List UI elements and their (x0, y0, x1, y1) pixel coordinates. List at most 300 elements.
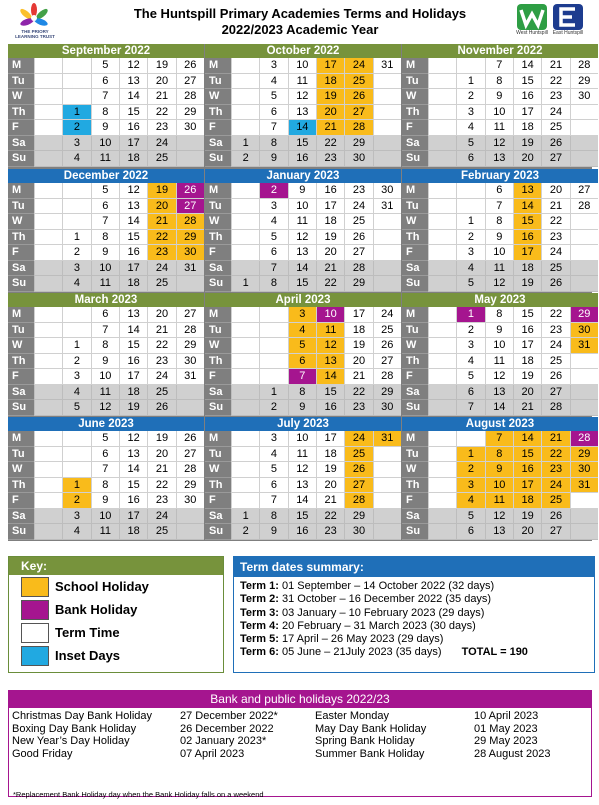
date-cell: 30 (176, 120, 204, 136)
date-cell: 26 (541, 509, 569, 525)
date-cell: 10 (316, 307, 344, 323)
date-cell: 8 (91, 338, 119, 354)
week-day-row (205, 509, 401, 525)
week-day-row (402, 214, 598, 230)
week-day-row (205, 74, 401, 90)
date-cell: 16 (119, 245, 147, 261)
date-cell: 1 (231, 136, 259, 152)
date-cell: 2 (456, 462, 484, 478)
week-day-row (205, 385, 401, 401)
date-cell: 26 (373, 338, 401, 354)
day-label: Sa (8, 385, 34, 401)
empty-cell (34, 307, 62, 323)
day-label: F (205, 369, 231, 385)
date-cell: 7 (288, 369, 316, 385)
week-day-row (402, 307, 598, 323)
holiday-name: Spring Bank Holiday (315, 735, 415, 748)
empty-cell (62, 214, 90, 230)
date-cell: 3 (456, 478, 484, 494)
term-label: Term 4: (240, 619, 279, 632)
bank-holidays-list (9, 708, 591, 799)
week-day-row (8, 307, 204, 323)
empty-cell (34, 462, 62, 478)
empty-cell (373, 478, 401, 494)
date-cell: 28 (570, 199, 598, 215)
date-cell: 27 (176, 447, 204, 463)
date-cell: 28 (541, 400, 569, 416)
empty-cell (34, 447, 62, 463)
week-day-row (402, 338, 598, 354)
holiday-date: 26 December 2022 (180, 722, 274, 735)
key-label: Term Time (55, 625, 120, 640)
date-cell: 13 (119, 447, 147, 463)
date-cell: 27 (570, 183, 598, 199)
month-title: April 2023 (205, 293, 401, 307)
empty-cell (570, 151, 598, 167)
date-cell: 26 (176, 183, 204, 199)
empty-cell (34, 385, 62, 401)
date-cell: 15 (513, 74, 541, 90)
empty-cell (373, 214, 401, 230)
empty-cell (62, 431, 90, 447)
date-cell: 13 (119, 74, 147, 90)
date-cell: 4 (456, 354, 484, 370)
date-cell: 18 (316, 74, 344, 90)
empty-cell (570, 400, 598, 416)
day-label: M (8, 431, 34, 447)
empty-cell (428, 524, 456, 540)
month-block (205, 44, 401, 168)
date-cell: 5 (456, 136, 484, 152)
date-cell: 8 (259, 509, 287, 525)
empty-cell (456, 431, 484, 447)
date-cell: 20 (513, 524, 541, 540)
week-day-row (205, 447, 401, 463)
empty-cell (62, 447, 90, 463)
date-cell: 8 (485, 447, 513, 463)
week-day-row (8, 400, 204, 416)
east-huntspill-logo (553, 4, 583, 32)
empty-cell (428, 509, 456, 525)
holiday-date: 10 April 2023 (474, 710, 539, 722)
date-cell: 16 (513, 462, 541, 478)
school-holiday-swatch (21, 577, 49, 597)
week-day-row (8, 151, 204, 167)
empty-cell (373, 524, 401, 540)
month-title: June 2023 (8, 417, 204, 431)
bank-holidays-title: Bank and public holidays 2022/23 (9, 691, 591, 708)
term-label: Term 6: (240, 646, 279, 659)
date-cell: 1 (62, 478, 90, 494)
week-day-row (402, 276, 598, 292)
week-day-row (8, 338, 204, 354)
month-title: July 2023 (205, 417, 401, 431)
date-cell: 29 (344, 136, 372, 152)
key-item-inset-days (9, 644, 223, 667)
empty-cell (570, 369, 598, 385)
day-label: M (8, 307, 34, 323)
bank-left-names (12, 710, 152, 760)
date-cell: 22 (541, 214, 569, 230)
title-line1: The Huntspill Primary Academies Terms and Holidays (133, 6, 467, 21)
date-cell: 4 (456, 120, 484, 136)
day-label: Su (205, 151, 231, 167)
date-cell: 2 (259, 400, 287, 416)
date-cell: 10 (288, 431, 316, 447)
term-row (234, 633, 594, 646)
date-cell: 18 (119, 524, 147, 540)
date-cell: 19 (147, 183, 175, 199)
date-cell: 14 (119, 214, 147, 230)
date-cell: 30 (570, 89, 598, 105)
date-cell: 29 (373, 385, 401, 401)
date-cell: 23 (147, 354, 175, 370)
week-day-row (402, 323, 598, 339)
date-cell: 28 (176, 323, 204, 339)
date-cell: 9 (288, 183, 316, 199)
empty-cell (231, 493, 259, 509)
week-day-row (8, 214, 204, 230)
empty-cell (231, 385, 259, 401)
week-day-row (205, 58, 401, 74)
date-cell: 28 (344, 120, 372, 136)
month-title: October 2022 (205, 44, 401, 58)
date-cell: 9 (259, 524, 287, 540)
date-cell: 30 (570, 462, 598, 478)
day-label: Su (205, 276, 231, 292)
day-label: Su (402, 151, 428, 167)
date-cell: 8 (485, 74, 513, 90)
empty-cell (231, 199, 259, 215)
date-cell: 20 (513, 385, 541, 401)
date-cell: 9 (91, 245, 119, 261)
date-cell: 25 (147, 276, 175, 292)
date-cell: 17 (119, 261, 147, 277)
date-cell: 15 (288, 276, 316, 292)
empty-cell (428, 354, 456, 370)
empty-cell (34, 136, 62, 152)
week-day-row (402, 136, 598, 152)
date-cell: 25 (147, 385, 175, 401)
date-cell: 18 (344, 323, 372, 339)
date-cell: 20 (316, 245, 344, 261)
date-cell: 14 (316, 369, 344, 385)
day-label: F (402, 245, 428, 261)
day-label: Su (402, 524, 428, 540)
empty-cell (62, 323, 90, 339)
empty-cell (570, 493, 598, 509)
term-label: Term 3: (240, 606, 279, 619)
date-cell: 27 (176, 199, 204, 215)
date-cell: 21 (316, 493, 344, 509)
day-label: M (205, 183, 231, 199)
day-label: Th (402, 478, 428, 494)
day-label: F (402, 493, 428, 509)
empty-cell (34, 261, 62, 277)
empty-cell (231, 230, 259, 246)
bank-right-dates (474, 710, 550, 760)
date-cell: 4 (62, 385, 90, 401)
date-cell: 16 (119, 493, 147, 509)
empty-cell (259, 323, 287, 339)
month-title: August 2023 (402, 417, 598, 431)
date-cell: 27 (373, 354, 401, 370)
date-cell: 18 (513, 493, 541, 509)
date-cell: 9 (485, 230, 513, 246)
day-label: Sa (8, 261, 34, 277)
date-cell: 5 (259, 89, 287, 105)
date-cell: 23 (541, 323, 569, 339)
date-cell: 17 (513, 105, 541, 121)
date-cell: 9 (259, 151, 287, 167)
empty-cell (62, 58, 90, 74)
date-cell: 22 (316, 509, 344, 525)
priory-trust-logo (14, 2, 54, 42)
date-cell: 17 (513, 245, 541, 261)
key-item-school-holiday (9, 575, 223, 598)
empty-cell (373, 74, 401, 90)
month-block (205, 293, 401, 417)
empty-cell (373, 151, 401, 167)
bank-left-dates (180, 710, 278, 760)
date-cell: 7 (259, 120, 287, 136)
holiday-date: 28 August 2023 (474, 747, 551, 760)
day-label: F (205, 120, 231, 136)
empty-cell (34, 74, 62, 90)
date-cell: 5 (91, 183, 119, 199)
date-cell: 5 (91, 58, 119, 74)
date-cell: 1 (62, 338, 90, 354)
empty-cell (456, 199, 484, 215)
empty-cell (570, 245, 598, 261)
empty-cell (231, 261, 259, 277)
day-label: Th (402, 105, 428, 121)
date-cell: 14 (119, 462, 147, 478)
key-title: Key: (9, 557, 223, 575)
day-label: F (205, 493, 231, 509)
week-day-row (8, 58, 204, 74)
week-day-row (8, 478, 204, 494)
date-cell: 13 (316, 354, 344, 370)
date-cell: 15 (288, 509, 316, 525)
month-title: November 2022 (402, 44, 598, 58)
date-cell: 5 (456, 276, 484, 292)
date-cell: 16 (119, 120, 147, 136)
week-day-row (205, 400, 401, 416)
day-label: Th (205, 105, 231, 121)
day-label: W (402, 214, 428, 230)
date-cell: 6 (91, 447, 119, 463)
date-cell: 18 (513, 261, 541, 277)
date-cell: 17 (344, 307, 372, 323)
date-cell: 25 (373, 323, 401, 339)
empty-cell (373, 136, 401, 152)
date-cell: 6 (485, 183, 513, 199)
day-label: Th (402, 354, 428, 370)
date-cell: 2 (231, 524, 259, 540)
day-label: W (402, 462, 428, 478)
date-cell: 14 (485, 400, 513, 416)
date-cell: 15 (119, 338, 147, 354)
date-cell: 20 (316, 105, 344, 121)
date-cell: 6 (259, 105, 287, 121)
week-day-row (402, 493, 598, 509)
date-cell: 3 (62, 369, 90, 385)
week-day-row (402, 245, 598, 261)
month-title: December 2022 (8, 169, 204, 183)
date-cell: 20 (147, 447, 175, 463)
date-cell: 18 (316, 214, 344, 230)
date-cell: 18 (513, 354, 541, 370)
date-cell: 8 (91, 105, 119, 121)
date-cell: 10 (288, 199, 316, 215)
date-cell: 25 (541, 493, 569, 509)
term-label: Term 5: (240, 633, 279, 646)
day-label: W (205, 338, 231, 354)
key-label: Inset Days (55, 648, 121, 663)
empty-cell (62, 199, 90, 215)
week-day-row (205, 524, 401, 540)
date-cell: 25 (344, 74, 372, 90)
term-dates-summary (233, 556, 595, 673)
week-day-row (205, 354, 401, 370)
date-cell: 12 (485, 509, 513, 525)
day-label: Th (205, 230, 231, 246)
date-cell: 28 (570, 431, 598, 447)
week-day-row (402, 261, 598, 277)
date-cell: 10 (91, 261, 119, 277)
date-cell: 13 (485, 151, 513, 167)
date-cell: 24 (541, 105, 569, 121)
date-cell: 12 (288, 230, 316, 246)
month-title: February 2023 (402, 169, 598, 183)
empty-cell (428, 447, 456, 463)
empty-cell (428, 385, 456, 401)
date-cell: 4 (259, 447, 287, 463)
term-dates: 03 January – 10 February 2023 (29 days) (278, 606, 485, 619)
date-cell: 6 (259, 245, 287, 261)
month-block (8, 417, 204, 541)
day-label: F (8, 120, 34, 136)
date-cell: 12 (485, 276, 513, 292)
term-label: Term 2: (240, 593, 279, 606)
date-cell: 14 (119, 89, 147, 105)
empty-cell (231, 462, 259, 478)
date-cell: 2 (231, 151, 259, 167)
bank-holidays-box (8, 690, 592, 797)
date-cell: 11 (485, 493, 513, 509)
empty-cell (570, 120, 598, 136)
empty-cell (570, 276, 598, 292)
date-cell: 8 (288, 385, 316, 401)
week-day-row (205, 338, 401, 354)
day-label: Su (8, 400, 34, 416)
date-cell: 29 (570, 74, 598, 90)
week-day-row (8, 136, 204, 152)
school-logos (515, 4, 587, 40)
term-dates: 05 June – 21July 2023 (35 days) (278, 646, 442, 659)
date-cell: 11 (485, 261, 513, 277)
date-cell: 12 (485, 136, 513, 152)
empty-cell (428, 245, 456, 261)
date-cell: 30 (344, 151, 372, 167)
month-block (402, 169, 598, 293)
academic-calendar (8, 44, 592, 541)
date-cell: 7 (91, 89, 119, 105)
date-cell: 24 (344, 431, 372, 447)
total-days: TOTAL = 190 (461, 646, 528, 659)
term-row (234, 646, 594, 659)
week-day-row (402, 431, 598, 447)
date-cell: 8 (259, 136, 287, 152)
empty-cell (428, 462, 456, 478)
date-cell: 1 (231, 509, 259, 525)
date-cell: 7 (485, 199, 513, 215)
date-cell: 29 (176, 478, 204, 494)
date-cell: 14 (288, 261, 316, 277)
empty-cell (34, 199, 62, 215)
day-label: W (8, 462, 34, 478)
date-cell: 25 (147, 524, 175, 540)
day-label: M (8, 183, 34, 199)
date-cell: 26 (344, 230, 372, 246)
date-cell: 10 (485, 105, 513, 121)
date-cell: 7 (456, 400, 484, 416)
empty-cell (570, 354, 598, 370)
empty-cell (259, 369, 287, 385)
date-cell: 4 (288, 323, 316, 339)
date-cell: 27 (176, 307, 204, 323)
date-cell: 17 (316, 199, 344, 215)
day-label: Tu (402, 323, 428, 339)
week-day-row (205, 261, 401, 277)
day-label: Tu (402, 74, 428, 90)
date-cell: 4 (62, 524, 90, 540)
date-cell: 12 (316, 338, 344, 354)
date-cell: 16 (288, 524, 316, 540)
day-label: Tu (402, 199, 428, 215)
term-time-swatch (21, 623, 49, 643)
day-label: Su (402, 400, 428, 416)
date-cell: 27 (541, 151, 569, 167)
month-block (8, 44, 204, 168)
empty-cell (428, 89, 456, 105)
day-label: Tu (205, 199, 231, 215)
day-label: Sa (402, 509, 428, 525)
date-cell: 16 (316, 400, 344, 416)
week-day-row (8, 183, 204, 199)
month-title: September 2022 (8, 44, 204, 58)
date-cell: 23 (344, 400, 372, 416)
date-cell: 21 (147, 323, 175, 339)
term-dates: 17 April – 26 May 2023 (29 days) (278, 633, 444, 646)
empty-cell (231, 400, 259, 416)
week-day-row (8, 261, 204, 277)
empty-cell (428, 74, 456, 90)
empty-cell (373, 462, 401, 478)
empty-cell (34, 120, 62, 136)
holiday-date: 27 December 2022* (180, 710, 278, 722)
date-cell: 15 (119, 478, 147, 494)
date-cell: 10 (485, 478, 513, 494)
empty-cell (373, 509, 401, 525)
date-cell: 19 (513, 369, 541, 385)
empty-cell (428, 261, 456, 277)
date-cell: 14 (513, 431, 541, 447)
empty-cell (570, 230, 598, 246)
date-cell: 2 (456, 89, 484, 105)
date-cell: 1 (456, 74, 484, 90)
